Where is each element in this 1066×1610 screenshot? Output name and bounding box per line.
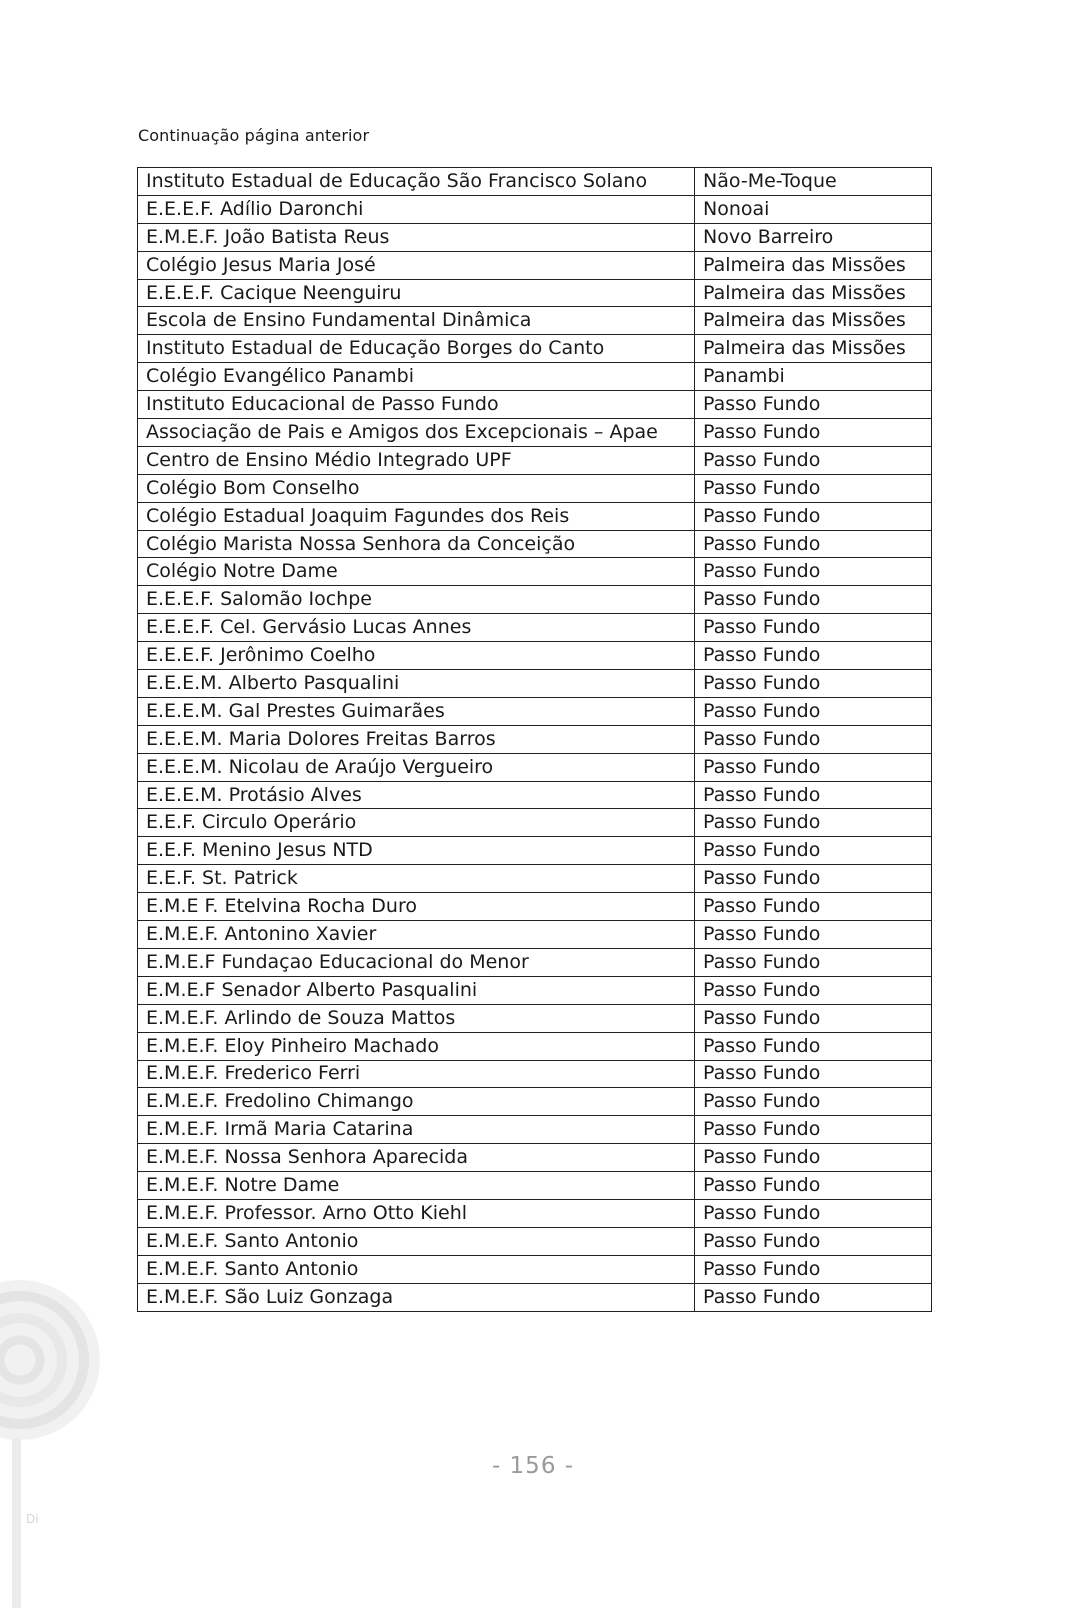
city-cell: Passo Fundo (695, 474, 932, 502)
school-name-cell: Colégio Marista Nossa Senhora da Conceição (138, 530, 695, 558)
school-name-cell: E.E.E.M. Alberto Pasqualini (138, 670, 695, 698)
school-name-cell: E.M.E.F Senador Alberto Pasqualini (138, 976, 695, 1004)
school-name-cell: Instituto Educacional de Passo Fundo (138, 391, 695, 419)
school-name-cell: Instituto Estadual de Educação São Francisco Solano (138, 168, 695, 196)
school-name-cell: Centro de Ensino Médio Integrado UPF (138, 446, 695, 474)
city-cell: Passo Fundo (695, 1032, 932, 1060)
school-name-cell: E.M.E.F Fundaçao Educacional do Menor (138, 948, 695, 976)
table-row (138, 502, 932, 530)
table-row (138, 697, 932, 725)
table-row (138, 837, 932, 865)
table-row (138, 976, 932, 1004)
table-row (138, 921, 932, 949)
city-cell: Palmeira das Missões (695, 251, 932, 279)
school-name-cell: Associação de Pais e Amigos dos Excepcionais – Apae (138, 419, 695, 447)
school-name-cell: E.M.E.F. Nossa Senhora Aparecida (138, 1144, 695, 1172)
table-row (138, 335, 932, 363)
continuation-note: Continuação página anterior (138, 126, 370, 145)
table-row (138, 1199, 932, 1227)
city-cell: Passo Fundo (695, 753, 932, 781)
table-row (138, 809, 932, 837)
watermark-text: Di (26, 1512, 39, 1526)
city-cell: Passo Fundo (695, 697, 932, 725)
table-row (138, 893, 932, 921)
table-row (138, 865, 932, 893)
school-name-cell: Instituto Estadual de Educação Borges do Canto (138, 335, 695, 363)
table-row (138, 223, 932, 251)
city-cell: Palmeira das Missões (695, 279, 932, 307)
school-name-cell: E.E.E.F. Adílio Daronchi (138, 195, 695, 223)
school-name-cell: Colégio Jesus Maria José (138, 251, 695, 279)
school-name-cell: E.M.E F. Etelvina Rocha Duro (138, 893, 695, 921)
school-name-cell: E.M.E.F. São Luiz Gonzaga (138, 1283, 695, 1311)
city-cell: Passo Fundo (695, 586, 932, 614)
city-cell: Passo Fundo (695, 558, 932, 586)
city-cell: Passo Fundo (695, 502, 932, 530)
table-row (138, 530, 932, 558)
school-name-cell: E.E.E.F. Cacique Neenguiru (138, 279, 695, 307)
school-name-cell: Colégio Evangélico Panambi (138, 363, 695, 391)
city-cell: Palmeira das Missões (695, 307, 932, 335)
school-name-cell: E.E.E.M. Nicolau de Araújo Vergueiro (138, 753, 695, 781)
city-cell: Passo Fundo (695, 446, 932, 474)
table-row (138, 1088, 932, 1116)
table-row (138, 307, 932, 335)
school-name-cell: E.M.E.F. Santo Antonio (138, 1227, 695, 1255)
city-cell: Passo Fundo (695, 1227, 932, 1255)
city-cell: Passo Fundo (695, 614, 932, 642)
school-name-cell: E.E.E.M. Protásio Alves (138, 781, 695, 809)
lollipop-watermark-icon (0, 1280, 120, 1610)
table-row (138, 586, 932, 614)
table-row (138, 391, 932, 419)
city-cell: Passo Fundo (695, 1116, 932, 1144)
school-name-cell: E.E.E.F. Cel. Gervásio Lucas Annes (138, 614, 695, 642)
city-cell: Passo Fundo (695, 948, 932, 976)
school-name-cell: E.M.E.F. Santo Antonio (138, 1255, 695, 1283)
table-row (138, 948, 932, 976)
city-cell: Panambi (695, 363, 932, 391)
school-name-cell: E.M.E.F. Eloy Pinheiro Machado (138, 1032, 695, 1060)
school-name-cell: E.M.E.F. Antonino Xavier (138, 921, 695, 949)
table-row (138, 558, 932, 586)
city-cell: Passo Fundo (695, 1255, 932, 1283)
school-name-cell: E.E.F. Circulo Operário (138, 809, 695, 837)
school-name-cell: Colégio Estadual Joaquim Fagundes dos Reis (138, 502, 695, 530)
table-row (138, 251, 932, 279)
school-name-cell: E.E.F. Menino Jesus NTD (138, 837, 695, 865)
city-cell: Passo Fundo (695, 419, 932, 447)
table-row (138, 1004, 932, 1032)
city-cell: Passo Fundo (695, 1199, 932, 1227)
table-row (138, 1255, 932, 1283)
city-cell: Passo Fundo (695, 391, 932, 419)
page-number: - 156 - (491, 1453, 575, 1479)
city-cell: Passo Fundo (695, 976, 932, 1004)
table-row (138, 1116, 932, 1144)
school-name-cell: E.M.E.F. Fredolino Chimango (138, 1088, 695, 1116)
school-name-cell: E.E.E.F. Jerônimo Coelho (138, 642, 695, 670)
city-cell: Passo Fundo (695, 1144, 932, 1172)
table-row (138, 363, 932, 391)
city-cell: Passo Fundo (695, 865, 932, 893)
city-cell: Passo Fundo (695, 893, 932, 921)
city-cell: Passo Fundo (695, 725, 932, 753)
school-name-cell: Escola de Ensino Fundamental Dinâmica (138, 307, 695, 335)
table-row (138, 419, 932, 447)
city-cell: Novo Barreiro (695, 223, 932, 251)
table-row (138, 725, 932, 753)
school-name-cell: E.E.E.M. Gal Prestes Guimarães (138, 697, 695, 725)
city-cell: Nonoai (695, 195, 932, 223)
city-cell: Não-Me-Toque (695, 168, 932, 196)
city-cell: Passo Fundo (695, 530, 932, 558)
table-row (138, 1032, 932, 1060)
city-cell: Passo Fundo (695, 1060, 932, 1088)
school-name-cell: E.E.E.M. Maria Dolores Freitas Barros (138, 725, 695, 753)
city-cell: Passo Fundo (695, 921, 932, 949)
city-cell: Passo Fundo (695, 809, 932, 837)
table-row (138, 446, 932, 474)
city-cell: Passo Fundo (695, 1004, 932, 1032)
school-name-cell: Colégio Notre Dame (138, 558, 695, 586)
city-cell: Passo Fundo (695, 1172, 932, 1200)
school-name-cell: Colégio Bom Conselho (138, 474, 695, 502)
table-row (138, 1227, 932, 1255)
school-name-cell: E.M.E.F. João Batista Reus (138, 223, 695, 251)
school-name-cell: E.E.F. St. Patrick (138, 865, 695, 893)
table-row (138, 168, 932, 196)
school-name-cell: E.M.E.F. Irmã Maria Catarina (138, 1116, 695, 1144)
city-cell: Palmeira das Missões (695, 335, 932, 363)
table-row (138, 195, 932, 223)
school-name-cell: E.M.E.F. Arlindo de Souza Mattos (138, 1004, 695, 1032)
table-row (138, 781, 932, 809)
school-name-cell: E.M.E.F. Professor. Arno Otto Kiehl (138, 1199, 695, 1227)
table-row (138, 279, 932, 307)
table-row (138, 1060, 932, 1088)
schools-table (137, 167, 932, 1312)
table-row (138, 670, 932, 698)
city-cell: Passo Fundo (695, 670, 932, 698)
school-name-cell: E.M.E.F. Notre Dame (138, 1172, 695, 1200)
city-cell: Passo Fundo (695, 642, 932, 670)
schools-table-body (138, 168, 932, 1312)
table-row (138, 474, 932, 502)
table-row (138, 1144, 932, 1172)
school-name-cell: E.M.E.F. Frederico Ferri (138, 1060, 695, 1088)
table-row (138, 1283, 932, 1311)
city-cell: Passo Fundo (695, 781, 932, 809)
table-row (138, 614, 932, 642)
city-cell: Passo Fundo (695, 837, 932, 865)
table-row (138, 642, 932, 670)
table-row (138, 1172, 932, 1200)
table-row (138, 753, 932, 781)
city-cell: Passo Fundo (695, 1088, 932, 1116)
city-cell: Passo Fundo (695, 1283, 932, 1311)
school-name-cell: E.E.E.F. Salomão Iochpe (138, 586, 695, 614)
